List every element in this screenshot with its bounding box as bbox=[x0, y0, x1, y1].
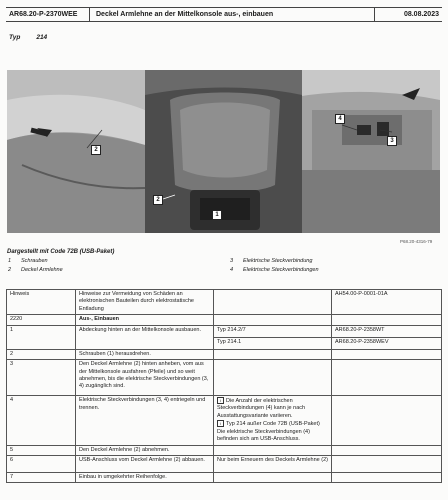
step-text: Den Deckel Armlehne (2) abnehmen. bbox=[76, 445, 214, 455]
document-title: Deckel Armlehne an der Mittelkonsole aus-, einbauen bbox=[90, 8, 375, 21]
step-text: Den Deckel Armlehne (2) hinten anheben, vom aus der Mittelkonsole ausfahren (Pfeile) und so weit abnehmen, bis die elektrische Steckverbindungen (3, 4) zugänglich sind. bbox=[76, 360, 214, 396]
table-row bbox=[7, 455, 442, 472]
note-line: i Typ 214 außer Code 72B (USB-Paket) bbox=[217, 420, 328, 428]
callout-right-connectors: 4 bbox=[335, 114, 345, 124]
type-label: Typ bbox=[9, 34, 21, 41]
figure-reference: P68.20-4316-79 bbox=[400, 239, 433, 244]
step-ref: AR68.20-P-2358WT bbox=[332, 325, 442, 337]
hinweis-label: Hinweis bbox=[7, 290, 76, 315]
table-row bbox=[7, 349, 442, 359]
vehicle-type bbox=[9, 34, 47, 41]
callout-center-screws: 1 bbox=[212, 210, 222, 220]
step-number: 3 bbox=[7, 360, 76, 396]
hinweis-text: Hinweise zur Vermeidung von Schäden an elektronischen Bauteilen durch elektrostatische Entladung bbox=[76, 290, 214, 315]
step-number: 2 bbox=[7, 349, 76, 359]
shown-with-note: Dargestellt mit Code 72B (USB-Paket) bbox=[7, 249, 115, 255]
step-text: Schrauben (1) herausdrehen. bbox=[76, 349, 214, 359]
hinweis-ref: AH54.00-P-0001-01A bbox=[332, 290, 442, 315]
callout-right-connector: 3 bbox=[387, 136, 397, 146]
info-icon: i bbox=[217, 397, 224, 404]
step-text: Einbau in umgekehrter Reihenfolge. bbox=[76, 472, 214, 482]
legend-item: 4 Elektrische Steckverbindungen bbox=[230, 267, 319, 273]
table-row-title bbox=[7, 315, 442, 325]
procedure-table bbox=[6, 289, 442, 483]
operation-title: Aus-, Einbauen bbox=[76, 315, 214, 325]
step-type: Typ 214.1 bbox=[214, 337, 332, 349]
step-number: 7 bbox=[7, 472, 76, 482]
step-text: Abdeckung hinten an der Mittelkonsole ausbauen. bbox=[76, 325, 214, 349]
step-number: 4 bbox=[7, 396, 76, 445]
armrest-figure bbox=[7, 70, 440, 233]
callout-left: 2 bbox=[91, 145, 101, 155]
document-date: 08.08.2023 bbox=[403, 11, 439, 18]
table-row bbox=[7, 360, 442, 396]
document-code: AR68.20-P-2370WEE bbox=[6, 8, 90, 21]
document-header bbox=[6, 7, 442, 22]
step-number: 5 bbox=[7, 445, 76, 455]
legend-item: 1 Schrauben bbox=[8, 258, 48, 264]
step-type: Typ 214.2/7 bbox=[214, 325, 332, 337]
legend-left bbox=[8, 258, 63, 276]
legend-right bbox=[230, 258, 319, 276]
table-row bbox=[7, 445, 442, 455]
right-detail-image bbox=[302, 70, 440, 233]
center-console-image bbox=[145, 70, 302, 233]
step-notes bbox=[214, 396, 332, 445]
step-text: USB-Anschluss vom Deckel Armlehne (2) abbauen. bbox=[76, 455, 214, 472]
callout-center-armrest: 2 bbox=[153, 195, 163, 205]
step-number: 1 bbox=[7, 325, 76, 349]
legend-item: 2 Deckel Armlehne bbox=[8, 267, 63, 273]
note-line: Die elektrische Steckverbindungen (4) befinden sich am USB-Anschluss. bbox=[217, 428, 310, 443]
table-row bbox=[7, 396, 442, 445]
step-note: Nur beim Erneuern des Deckels Armlehne (2) bbox=[214, 455, 332, 472]
step-ref: AR68.20-P-2358WEV bbox=[332, 337, 442, 349]
table-row bbox=[7, 472, 442, 482]
legend-item: 3 Elektrische Steckverbindung bbox=[230, 258, 313, 264]
table-row-hinweis bbox=[7, 290, 442, 315]
table-row bbox=[7, 325, 442, 337]
left-detail-image bbox=[7, 70, 145, 233]
step-text: Elektrische Steckverbindungen (3, 4) entriegeln und trennen. bbox=[76, 396, 214, 445]
step-number: 6 bbox=[7, 455, 76, 472]
type-value: 214 bbox=[36, 34, 48, 41]
note-line: i Die Anzahl der elektrischen Steckverbindungen (4) kann je nach Ausstattungsvariante variieren. bbox=[217, 398, 306, 419]
info-icon: i bbox=[217, 420, 224, 427]
operation-number: 2220 bbox=[7, 315, 76, 325]
